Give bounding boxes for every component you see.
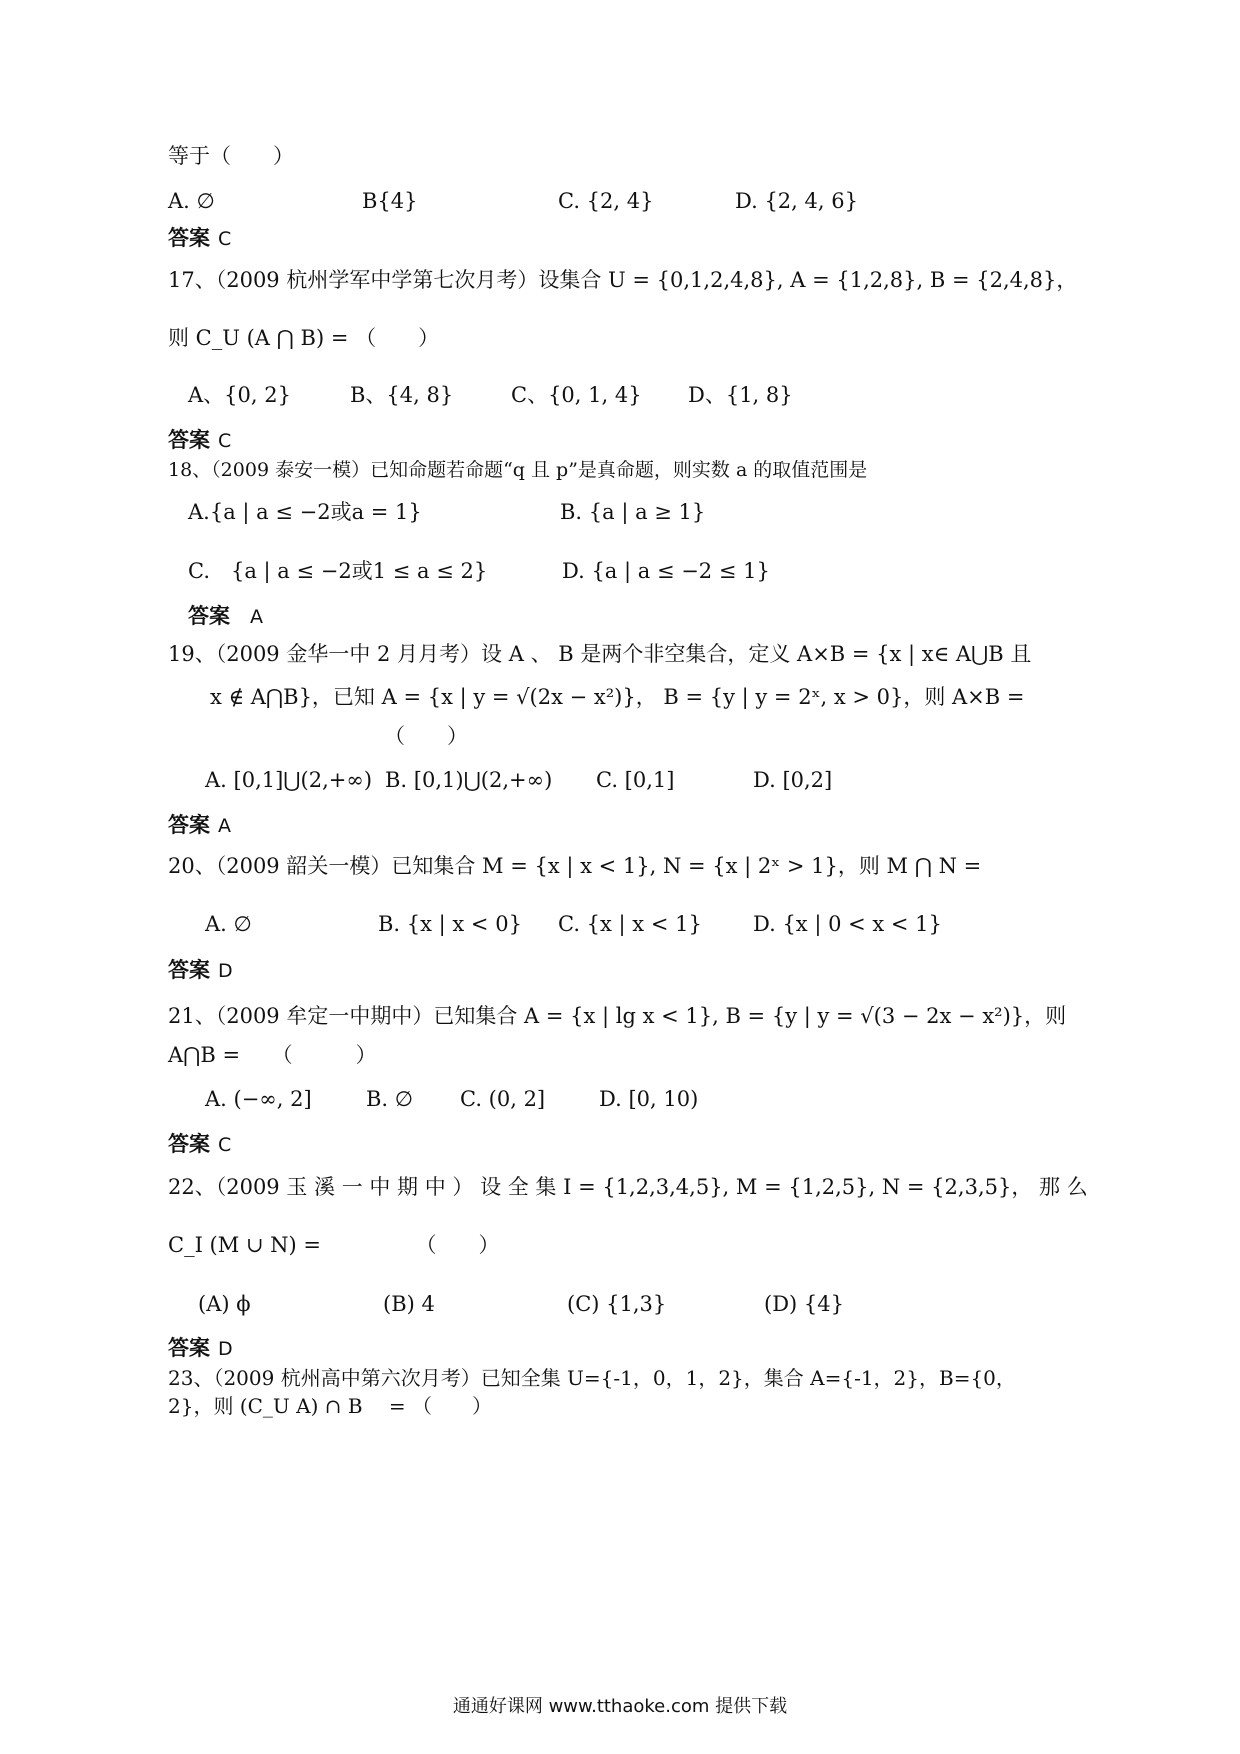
q22-option-a: (A) ϕ: [198, 1292, 251, 1316]
question-19-line-2: x ∉ A⋂B}，已知 A = {x | y = √(2x − x²)}， B = {y | y = 2ˣ, x > 0}，则 A×B =: [210, 685, 1025, 709]
question-19-line-1: 19、（2009 金华一中 2 月月考）设 A 、 B 是两个非空集合，定义 A×B = {x | x∈ A⋃B 且: [168, 642, 1032, 666]
q18-option-b: B. {a | a ≥ 1}: [560, 500, 706, 524]
question-20-line-1: 20、（2009 韶关一模）已知集合 M = {x | x < 1}, N = {x | 2ˣ > 1}，则 M ⋂ N =: [168, 854, 982, 878]
question-16-tail: 等于（ ）: [168, 144, 294, 168]
q17-option-c: C、{0, 1, 4}: [511, 383, 642, 407]
question-21-line-2: A⋂B = （ ）: [168, 1043, 377, 1067]
question-23-line-1: 23、（2009 杭州高中第六次月考）已知全集 U={-1，0，1，2}，集合 A={-1，2}，B={0，: [168, 1366, 1016, 1390]
q21-option-d: D. [0, 10): [599, 1087, 699, 1111]
q19-option-d: D. [0,2]: [753, 768, 833, 792]
q22-option-d: (D) {4}: [764, 1292, 844, 1316]
q21-option-c: C. (0, 2]: [460, 1087, 546, 1111]
q21-option-a: A. (−∞, 2]: [205, 1087, 312, 1111]
q21-option-b: B. ∅: [366, 1087, 414, 1111]
q19-option-b: B. [0,1)⋃(2,+∞): [385, 768, 553, 792]
answer-17: 答案 C: [168, 428, 232, 452]
q17-option-a: A、{0, 2}: [188, 383, 291, 407]
q19-option-a: A. [0,1]⋃(2,+∞): [205, 768, 373, 792]
question-22-line-2: C_I (M ∪ N) = （ ）: [168, 1233, 500, 1257]
q20-option-a: A. ∅: [205, 912, 252, 936]
question-18-line-1: 18、（2009 泰安一模）已知命题若命题“q 且 p”是真命题，则实数 a 的取值范围是: [168, 459, 868, 481]
question-22-line-1: 22、（2009 玉 溪 一 中 期 中 ） 设 全 集 I = {1,2,3,4,5}, M = {1,2,5}, N = {2,3,5}， 那 么: [168, 1175, 1088, 1199]
q16-option-d: D. {2, 4, 6}: [735, 189, 858, 213]
question-17-line-2: 则 C_U (A ⋂ B) = （ ）: [168, 326, 440, 350]
q18-option-c: C. {a | a ≤ −2或1 ≤ a ≤ 2}: [188, 559, 488, 583]
page-footer: 通通好课网 www.tthaoke.com 提供下载: [452, 1696, 788, 1717]
q22-option-b: (B) 4: [383, 1292, 435, 1316]
answer-19: 答案 A: [168, 813, 231, 837]
answer-22: 答案 D: [168, 1336, 233, 1360]
q16-option-b: B{4}: [362, 189, 418, 213]
answer-18: 答案 A: [188, 604, 263, 628]
q18-option-d: D. {a | a ≤ −2 ≤ 1}: [562, 559, 770, 583]
answer-20: 答案 D: [168, 958, 233, 982]
answer-21: 答案 C: [168, 1132, 232, 1156]
q17-option-b: B、{4, 8}: [350, 383, 454, 407]
q18-option-a: A.{a | a ≤ −2或a = 1}: [188, 500, 422, 524]
q19-option-c: C. [0,1]: [596, 768, 675, 792]
q17-option-d: D、{1, 8}: [688, 383, 793, 407]
q20-option-d: D. {x | 0 < x < 1}: [753, 912, 942, 936]
question-23-line-2: 2}，则 (C_U A) ∩ B = （ ）: [168, 1394, 493, 1418]
question-17-line-1: 17、（2009 杭州学军中学第七次月考）设集合 U = {0,1,2,4,8}, A = {1,2,8}, B = {2,4,8}，: [168, 268, 1078, 292]
question-21-line-1: 21、（2009 牟定一中期中）已知集合 A = {x | lg x < 1}, B = {y | y = √(3 − 2x − x²)}，则: [168, 1004, 1067, 1028]
q16-option-a: A. ∅: [168, 189, 215, 213]
question-19-line-3: （ ）: [384, 724, 468, 748]
q20-option-c: C. {x | x < 1}: [558, 912, 702, 936]
q16-option-c: C. {2, 4}: [558, 189, 654, 213]
q20-option-b: B. {x | x < 0}: [378, 912, 522, 936]
q22-option-c: (C) {1,3}: [567, 1292, 667, 1316]
answer-16: 答案 C: [168, 226, 232, 250]
